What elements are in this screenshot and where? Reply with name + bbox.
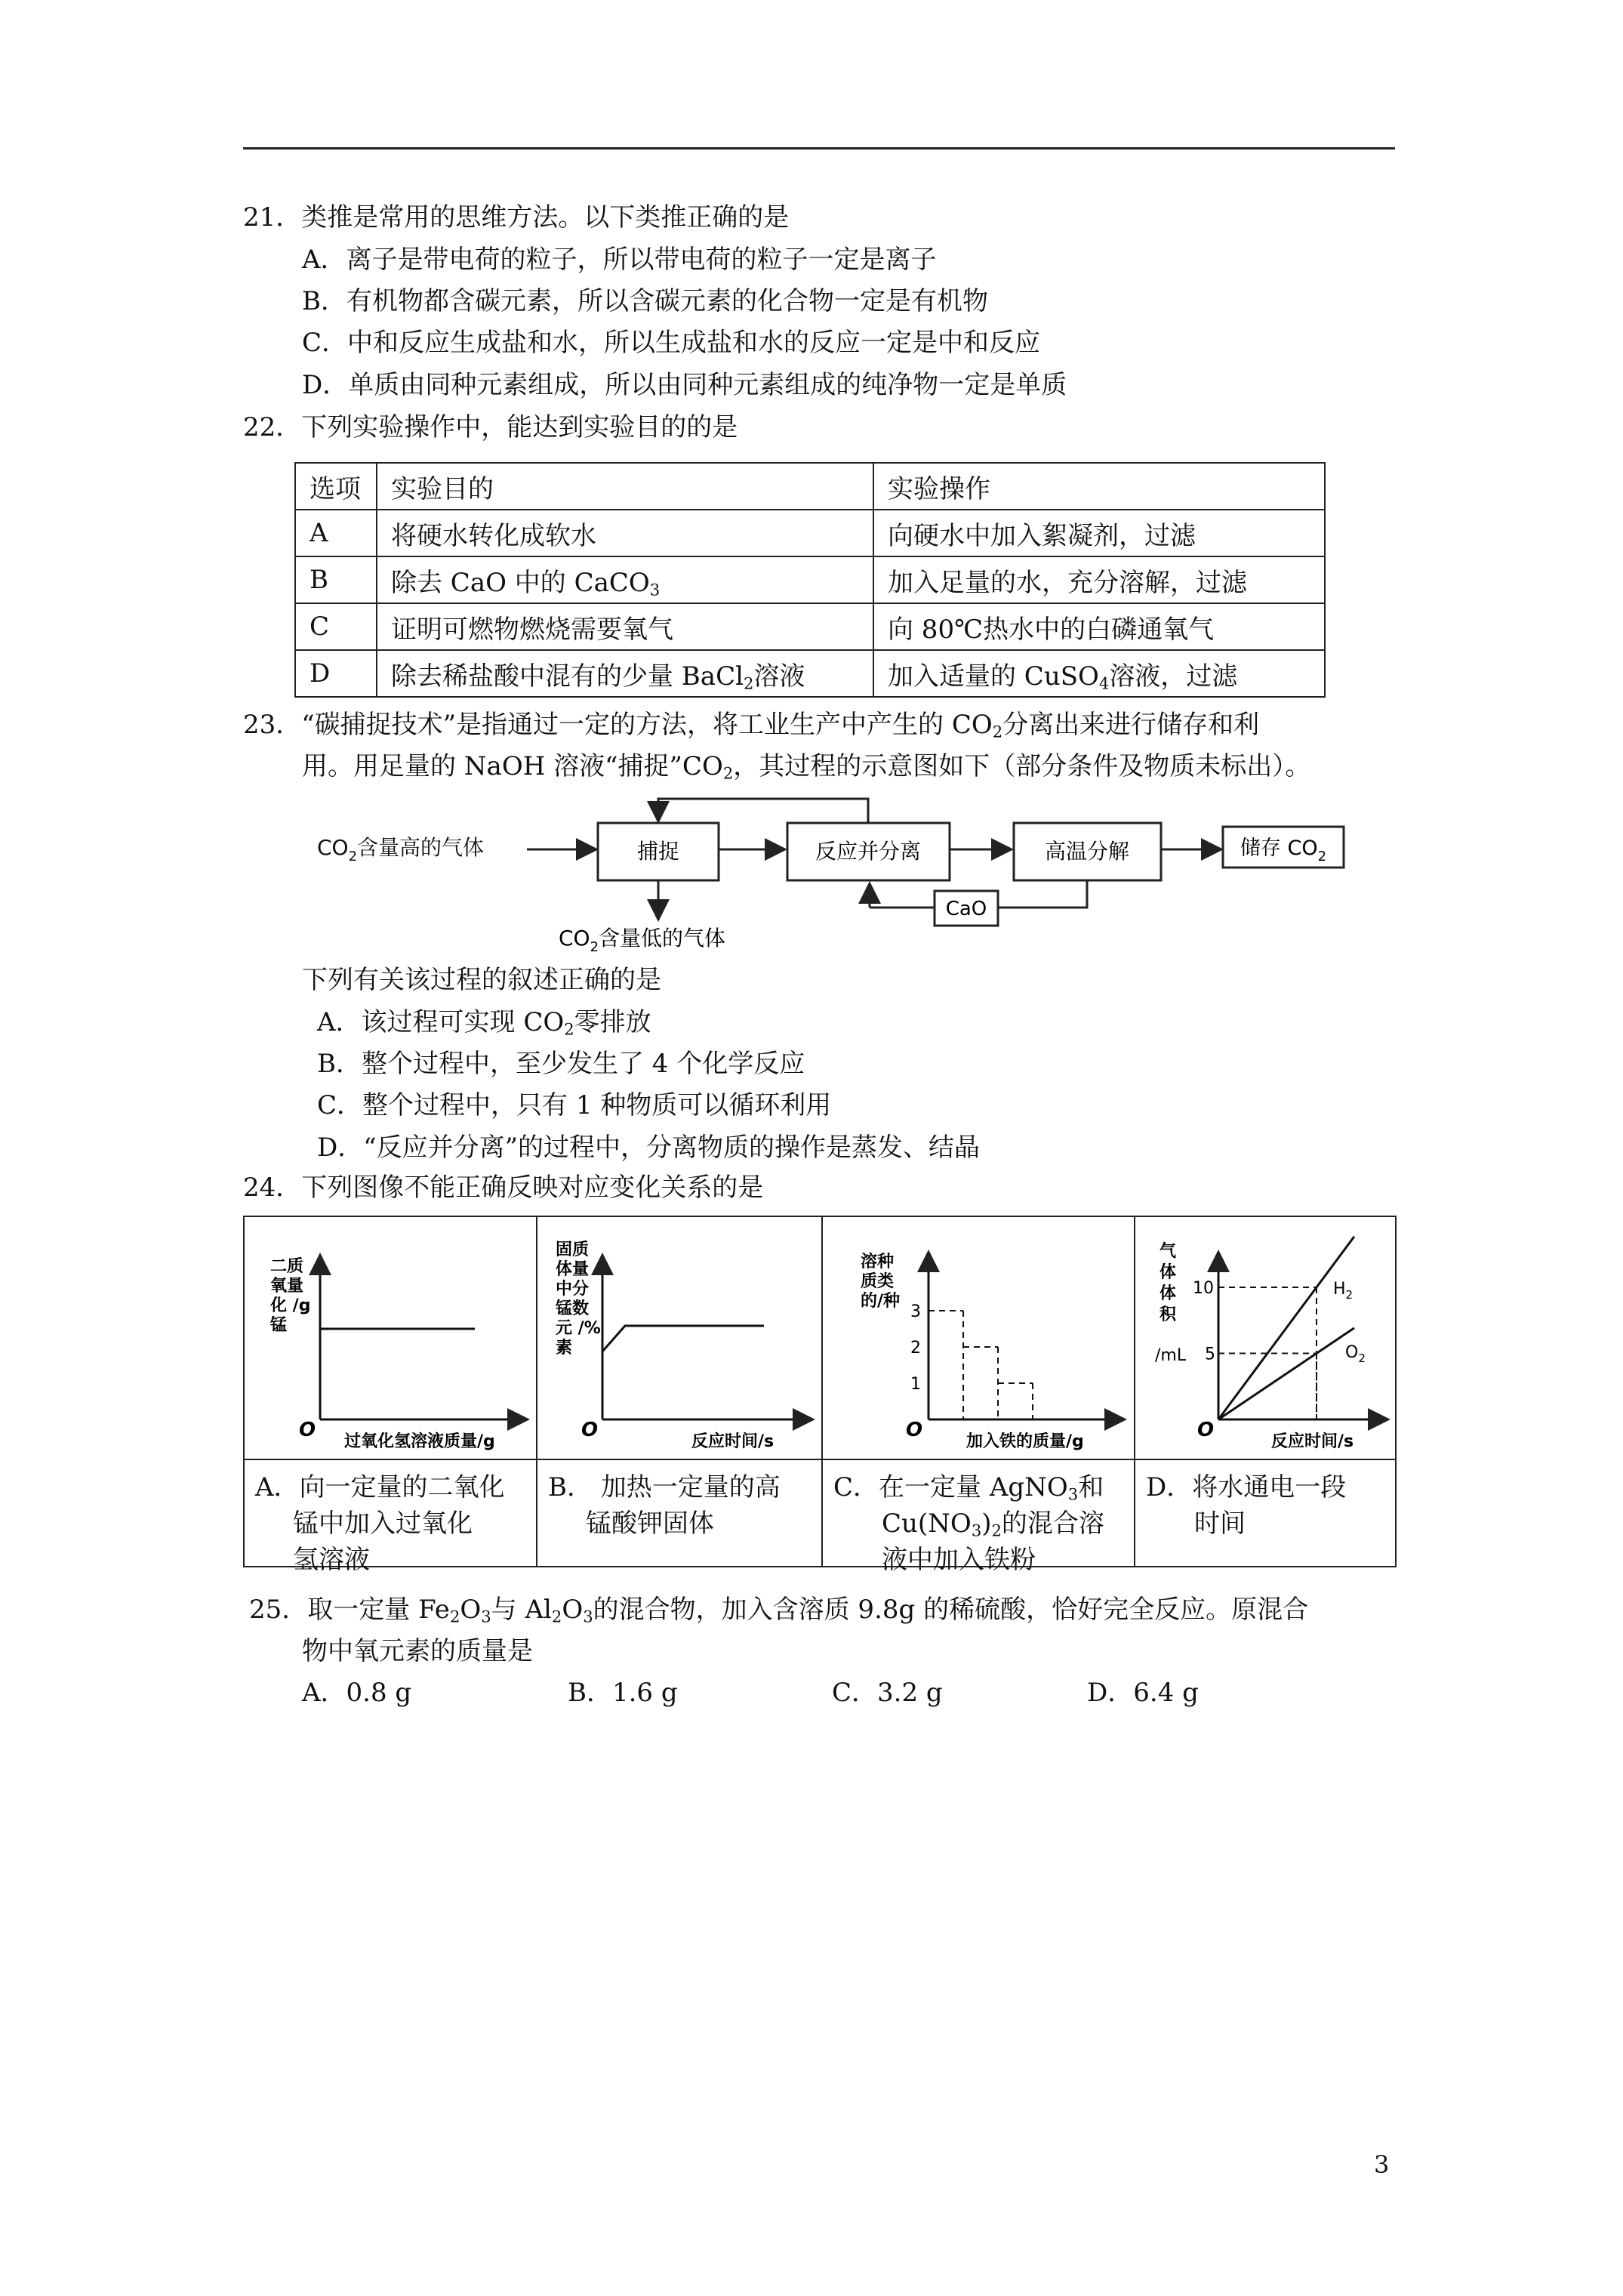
flow-decompose-label: 高温分解 bbox=[1044, 839, 1130, 864]
q25-stem-line1: 25．取一定量 $Fe_2O_3$与 $Al_2O_3$的混合物，加入含溶质 9.8g 的稀硫酸，恰好完全反应。原混合 bbox=[249, 1595, 1309, 1626]
row-option: B bbox=[295, 556, 377, 603]
row-operation: 加入适量的 CuSO$_4$溶液，过滤 bbox=[873, 650, 1325, 697]
svg-text:O: O bbox=[906, 1419, 923, 1441]
graph-d-series-h2 bbox=[1218, 1237, 1354, 1419]
q23-option-c: C．整个过程中，只有 1 种物质可以循环利用 bbox=[317, 1090, 832, 1120]
row-goal: 证明可燃物燃烧需要氧气 bbox=[377, 603, 873, 650]
svg-text:溶种: 溶种 bbox=[861, 1253, 895, 1271]
graph-a bbox=[245, 1217, 537, 1459]
flow-input-label: $CO_2$含量高的气体 bbox=[317, 835, 485, 864]
svg-text:锰: 锰 bbox=[270, 1316, 288, 1335]
graph-d-tick: 10 bbox=[1193, 1279, 1214, 1298]
graph-c-tick: 3 bbox=[910, 1302, 921, 1321]
q25-option-d: D．6.4 g bbox=[1087, 1678, 1199, 1708]
flow-store-label: 储存 $CO_2$ bbox=[1240, 837, 1327, 864]
q21-option-a: A．离子是带电荷的粒子，所以带电荷的粒子一定是离子 bbox=[302, 245, 937, 275]
header-operation: 实验操作 bbox=[873, 463, 1325, 510]
table-header-row bbox=[295, 463, 1325, 510]
svg-text:氧量: 氧量 bbox=[270, 1277, 304, 1296]
flow-react-label: 反应并分离 bbox=[815, 839, 922, 864]
row-operation: 加入足量的水，充分溶解，过滤 bbox=[873, 556, 1325, 603]
caption-b: B． 加热一定量的高 锰酸钾固体 bbox=[548, 1472, 781, 1539]
q21-option-b: B．有机物都含碳元素，所以含碳元素的化合物一定是有机物 bbox=[302, 286, 988, 316]
graph-b-xlabel: 反应时间/s bbox=[691, 1432, 775, 1451]
table-row bbox=[295, 650, 1325, 697]
graph-cell-c bbox=[823, 1217, 1135, 1575]
svg-text:积: 积 bbox=[1160, 1305, 1177, 1324]
q23-question: 下列有关该过程的叙述正确的是 bbox=[302, 965, 661, 995]
row-option: D bbox=[295, 650, 377, 697]
graph-d-legend-o2: $O_2$ bbox=[1345, 1343, 1366, 1365]
graph-b-series-line bbox=[602, 1326, 764, 1351]
q25-stem-line2: 物中氧元素的质量是 bbox=[302, 1636, 533, 1666]
q23-flow-diagram bbox=[302, 785, 1359, 966]
row-goal: 除去 CaO 中的 CaCO$_3$ bbox=[377, 556, 873, 603]
graph-d-xlabel: 反应时间/s bbox=[1271, 1432, 1354, 1451]
svg-text:体: 体 bbox=[1160, 1284, 1177, 1303]
caption-d: D．将水通电一段 时间 bbox=[1146, 1472, 1347, 1539]
graph-c-steps bbox=[929, 1311, 1033, 1419]
q23-option-b: B．整个过程中，至少发生了 4 个化学反应 bbox=[317, 1049, 805, 1079]
graph-cell-b bbox=[537, 1217, 823, 1566]
q23-stem-line1: 23．“碳捕捉技术”是指通过一定的方法，将工业生产中产生的 $CO_2$分离出来进行储存和利 bbox=[243, 710, 1260, 741]
q24-stem: 24．下列图像不能正确反映对应变化关系的是 bbox=[243, 1173, 764, 1203]
q22-stem: 22．下列实验操作中，能达到实验目的的是 bbox=[243, 412, 738, 442]
page-number: 3 bbox=[1374, 2150, 1390, 2179]
svg-text:体量: 体量 bbox=[556, 1260, 590, 1279]
svg-text:O: O bbox=[1197, 1419, 1215, 1441]
graph-d-legend-h2: $H_2$ bbox=[1333, 1280, 1354, 1302]
svg-text:O: O bbox=[299, 1419, 316, 1441]
q21-option-c: C．中和反应生成盐和水，所以生成盐和水的反应一定是中和反应 bbox=[302, 328, 1041, 358]
q25-option-a: A．0.8 g bbox=[302, 1678, 412, 1708]
graph-d-series-o2 bbox=[1218, 1328, 1354, 1419]
q23-option-d: D．“反应并分离”的过程中，分离物质的操作是蒸发、结晶 bbox=[317, 1133, 981, 1163]
table-row bbox=[295, 556, 1325, 603]
q24-graph-table bbox=[243, 1216, 1397, 1575]
graph-a-xlabel: 过氧化氢溶液质量/g bbox=[344, 1432, 495, 1451]
caption-c: C．在一定量 AgNO$_3$和 $Cu(NO_3)_2$的混合溶 液中加入铁粉 bbox=[833, 1472, 1104, 1575]
row-operation: 向硬水中加入絮凝剂，过滤 bbox=[873, 510, 1325, 556]
q25-option-c: C．3.2 g bbox=[832, 1678, 943, 1708]
q23-stem-line2: 用。用足量的 NaOH 溶液“捕捉$”CO_2$，其过程的示意图如下（部分条件及物质未标出）。 bbox=[302, 751, 1311, 783]
row-operation: 向 80℃热水中的白磷通氧气 bbox=[873, 603, 1325, 650]
row-goal: 将硬水转化成软水 bbox=[377, 510, 873, 556]
svg-text:的/种: 的/种 bbox=[861, 1292, 901, 1311]
q22-table bbox=[294, 462, 1326, 698]
row-option: C bbox=[295, 603, 377, 650]
svg-text:化 /g: 化 /g bbox=[270, 1296, 311, 1315]
graph-c-tick: 2 bbox=[910, 1339, 921, 1358]
q21-stem: 21．类推是常用的思维方法。以下类推正确的是 bbox=[243, 202, 790, 233]
svg-text:体: 体 bbox=[1160, 1263, 1177, 1282]
graph-cell-a bbox=[245, 1217, 537, 1575]
caption-a: A．向一定量的二氧化 锰中加入过氧化 氢溶液 bbox=[255, 1472, 505, 1575]
header-option: 选项 bbox=[295, 463, 377, 510]
table-row bbox=[295, 603, 1325, 650]
svg-text:中分: 中分 bbox=[556, 1280, 590, 1299]
table-row bbox=[295, 510, 1325, 556]
q23-option-a: A．该过程可实现 $CO_2$零排放 bbox=[317, 1007, 651, 1039]
row-goal: 除去稀盐酸中混有的少量 BaCl$_2$溶液 bbox=[377, 650, 873, 697]
graph-b bbox=[537, 1217, 823, 1459]
header-rule bbox=[243, 147, 1395, 149]
svg-text:质类: 质类 bbox=[861, 1272, 895, 1291]
graph-cell-d bbox=[1135, 1217, 1395, 1566]
svg-text:固质: 固质 bbox=[556, 1240, 590, 1259]
graph-c-xlabel: 加入铁的质量/g bbox=[966, 1432, 1084, 1451]
svg-text:气: 气 bbox=[1160, 1242, 1177, 1261]
graph-d bbox=[1135, 1217, 1395, 1459]
svg-text:元 /%: 元 /% bbox=[556, 1319, 601, 1338]
svg-text:素: 素 bbox=[556, 1339, 573, 1358]
svg-text:/mL: /mL bbox=[1155, 1346, 1187, 1365]
flow-output-label: $CO_2$含量低的气体 bbox=[559, 926, 726, 955]
svg-text:二质: 二质 bbox=[270, 1257, 304, 1276]
header-goal: 实验目的 bbox=[377, 463, 873, 510]
q21-option-d: D．单质由同种元素组成，所以由同种元素组成的纯净物一定是单质 bbox=[302, 370, 1067, 400]
graph-d-tick: 5 bbox=[1205, 1345, 1215, 1364]
svg-text:锰数: 锰数 bbox=[556, 1299, 590, 1318]
graph-c-tick: 1 bbox=[910, 1375, 921, 1394]
flow-cao-label: CaO bbox=[945, 898, 987, 920]
row-option: A bbox=[295, 510, 377, 556]
q25-option-b: B．1.6 g bbox=[568, 1678, 678, 1708]
svg-text:O: O bbox=[581, 1419, 599, 1441]
flow-capture-label: 捕捉 bbox=[636, 839, 680, 864]
graph-c bbox=[823, 1217, 1135, 1459]
